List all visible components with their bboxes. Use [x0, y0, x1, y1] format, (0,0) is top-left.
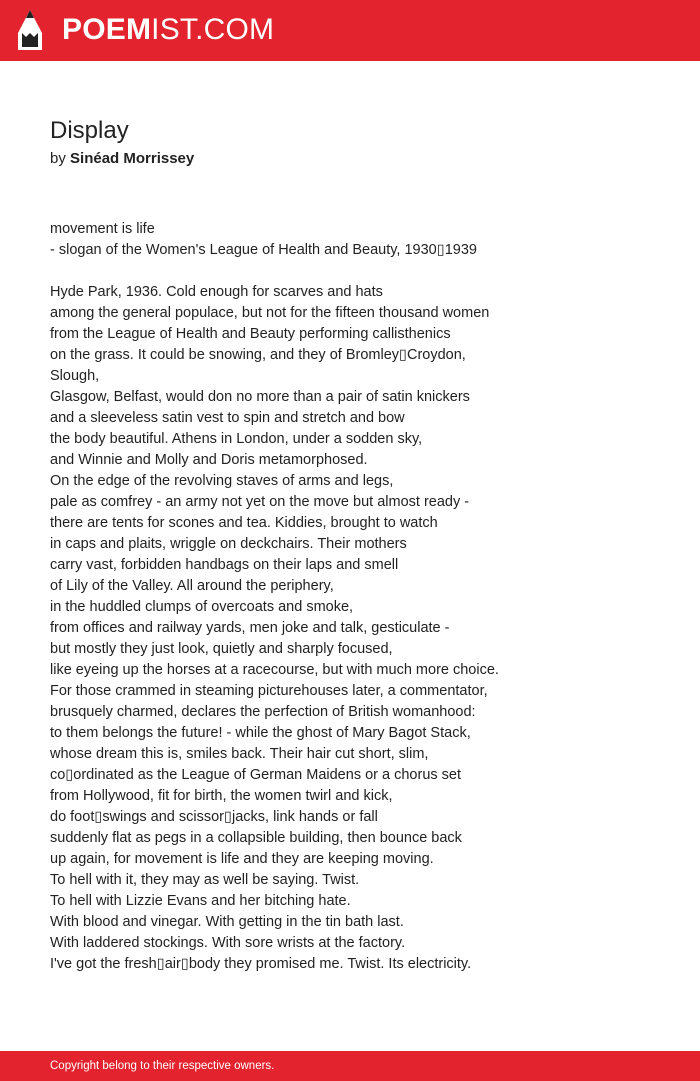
poem-line: carry vast, forbidden handbags on their laps and smell [50, 557, 399, 573]
logo-bold: POEM [62, 13, 152, 46]
poem-line: and a sleeveless satin vest to spin and stretch and bow [50, 410, 405, 426]
poem-line: co▯ordinated as the League of German Maidens or a chorus set [50, 767, 461, 783]
site-header [0, 0, 700, 61]
poem-line: - slogan of the Women's League of Health and Beauty, 1930▯1939 [50, 242, 477, 258]
poem-line: the body beautiful. Athens in London, under a sodden sky, [50, 431, 423, 447]
poem-line: but mostly they just look, quietly and sharply focused, [50, 641, 393, 657]
by-label: by [50, 150, 66, 167]
pencil-icon[interactable] [16, 9, 44, 51]
poem-line: brusquely charmed, declares the perfection of British womanhood: [50, 704, 476, 720]
poem-line: pale as comfrey - an army not yet on the move but almost ready - [50, 494, 470, 510]
poem-line: from Hollywood, fit for birth, the women twirl and kick, [50, 788, 393, 804]
poem-line: there are tents for scones and tea. Kiddies, brought to watch [50, 515, 438, 531]
poem-body [50, 219, 670, 975]
poem-line: among the general populace, but not for the fifteen thousand women [50, 305, 490, 321]
poem-line: I've got the fresh▯air▯body they promised me. Twist. Its electricity. [50, 956, 472, 972]
poem-line: To hell with it, they may as well be saying. Twist. [50, 872, 360, 888]
poem-line: movement is life [50, 221, 155, 237]
byline [50, 149, 194, 169]
poem-line: in caps and plaits, wriggle on deckchairs. Their mothers [50, 536, 407, 552]
poem-line: from offices and railway yards, men joke and talk, gesticulate - [50, 620, 450, 636]
poem-line: With laddered stockings. With sore wrists at the factory. [50, 935, 406, 951]
poem-line: in the huddled clumps of overcoats and smoke, [50, 599, 354, 615]
poem-line: like eyeing up the horses at a racecourse, but with much more choice. [50, 662, 499, 678]
poem-line: up again, for movement is life and they are keeping moving. [50, 851, 434, 867]
poem-line: and Winnie and Molly and Doris metamorphosed. [50, 452, 368, 468]
poem-line [50, 261, 670, 282]
site-logo[interactable] [62, 13, 274, 47]
poem-line: of Lily of the Valley. All around the periphery, [50, 578, 334, 594]
poem-line: For those crammed in steaming picturehouses later, a commentator, [50, 683, 488, 699]
poem-line: With blood and vinegar. With getting in the tin bath last. [50, 914, 404, 930]
poem-line: whose dream this is, smiles back. Their hair cut short, slim, [50, 746, 429, 762]
poem-line: from the League of Health and Beauty performing callisthenics [50, 326, 451, 342]
poem-line: Slough, [50, 368, 100, 384]
poem-line: To hell with Lizzie Evans and her bitching hate. [50, 893, 351, 909]
site-footer [0, 1051, 700, 1081]
poem-line: On the edge of the revolving staves of arms and legs, [50, 473, 394, 489]
copyright-notice: Copyright belong to their respective owners. [50, 1060, 275, 1072]
logo-light: IST.COM [151, 13, 275, 46]
author-name: Sinéad Morrissey [70, 150, 195, 167]
poem-line: to them belongs the future! - while the ghost of Mary Bagot Stack, [50, 725, 471, 741]
poem-line: suddenly flat as pegs in a collapsible building, then bounce back [50, 830, 462, 846]
poem-title: Display [50, 117, 129, 144]
poem-line: Glasgow, Belfast, would don no more than a pair of satin knickers [50, 389, 470, 405]
poem-line: do foot▯swings and scissor▯jacks, link hands or fall [50, 809, 378, 825]
poem-line: on the grass. It could be snowing, and they of Bromley▯Croydon, [50, 347, 466, 363]
poem-line: Hyde Park, 1936. Cold enough for scarves and hats [50, 284, 383, 300]
